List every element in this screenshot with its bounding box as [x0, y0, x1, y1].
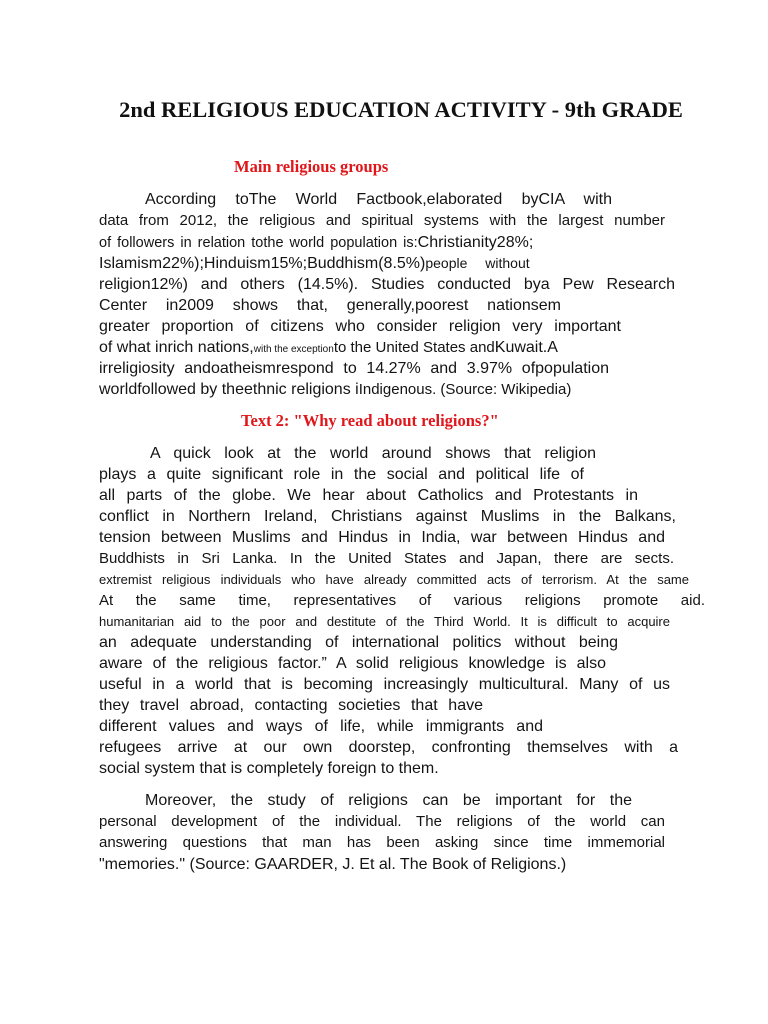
text-run: Islamism22%);Hinduism15%;Buddhism(8.5%) [99, 255, 426, 272]
text-line: answering questions that man has been asking since time immemorial [99, 834, 665, 851]
document-title: 2nd RELIGIOUS EDUCATION ACTIVITY - 9th GRADE [119, 97, 683, 122]
text-line: refugees arrive at our own doorstep, confronting themselves with a [99, 739, 678, 756]
text-line: irreligiosity andoatheismrespond to 14.27% and 3.97% ofpopulation [99, 360, 609, 377]
text-line [99, 337, 665, 360]
text-line: conflict in Northern Ireland, Christians against Muslims in the Balkans, [99, 508, 676, 525]
text-line: greater proportion of citizens who consider religion very important [99, 318, 621, 335]
text-line: personal development of the individual. The religions of the world can [99, 813, 665, 830]
text-line: they travel abroad, contacting societies that have [99, 697, 483, 714]
text-line: different values and ways of life, while immigrants and [99, 718, 543, 735]
text-run: worldfollowed by theethnic religions i [99, 381, 359, 398]
text-line: At the same time, representatives of various religions promote aid. [99, 592, 705, 609]
text-run: Kuwait.A [494, 339, 558, 356]
text-line: According toThe World Factbook,elaborated byCIA with [145, 191, 612, 208]
text-line: tension between Muslims and Hindus in India, war between Hindus and [99, 529, 665, 546]
text-line: useful in a world that is becoming increasingly multicultural. Many of us [99, 676, 670, 693]
text-line: data from 2012, the religious and spiritual systems with the largest number [99, 212, 665, 229]
text-line: all parts of the globe. We hear about Catholics and Protestants in [99, 487, 638, 504]
text-run: of followers in relation tothe world population is: [99, 235, 418, 251]
text-line: aware of the religious factor.” A solid religious knowledge is also [99, 655, 606, 672]
text-run: of what inrich nations, [99, 339, 254, 356]
text-line: A quick look at the world around shows that religion [150, 445, 596, 462]
section-heading-main-religious-groups: Main religious groups [234, 157, 389, 176]
section-heading-why-read-about-religions: Text 2: "Why read about religions?" [241, 411, 499, 430]
text-line: humanitarian aid to the poor and destitute of the Third World. It is difficult to acquire [99, 614, 670, 629]
text-line: Center in2009 shows that, generally,poorest nationsem [99, 297, 561, 314]
text-run: people without [425, 255, 530, 271]
text-run: with the exception [253, 344, 334, 355]
text-run: to the United States and [333, 339, 495, 356]
text-line: religion12%) and others (14.5%). Studies conducted bya Pew Research [99, 276, 675, 293]
text-line [99, 379, 665, 400]
text-line: plays a quite significant role in the social and political life of [99, 466, 584, 483]
text-line: "memories." (Source: GAARDER, J. Et al. The Book of Religions.) [99, 856, 567, 873]
text-run: Indigenous. (Source: Wikipedia) [358, 381, 572, 398]
text-run: Christianity28%; [417, 234, 534, 251]
text-line: social system that is completely foreign to them. [99, 760, 439, 777]
text-line [99, 232, 665, 254]
text-line: extremist religious individuals who have already committed acts of terrorism. At the same [99, 572, 689, 587]
text-line: an adequate understanding of international politics without being [99, 634, 618, 651]
text-line: Moreover, the study of religions can be important for the [145, 792, 632, 809]
text-line [99, 253, 665, 274]
text-line: Buddhists in Sri Lanka. In the United States and Japan, there are sects. [99, 550, 674, 567]
